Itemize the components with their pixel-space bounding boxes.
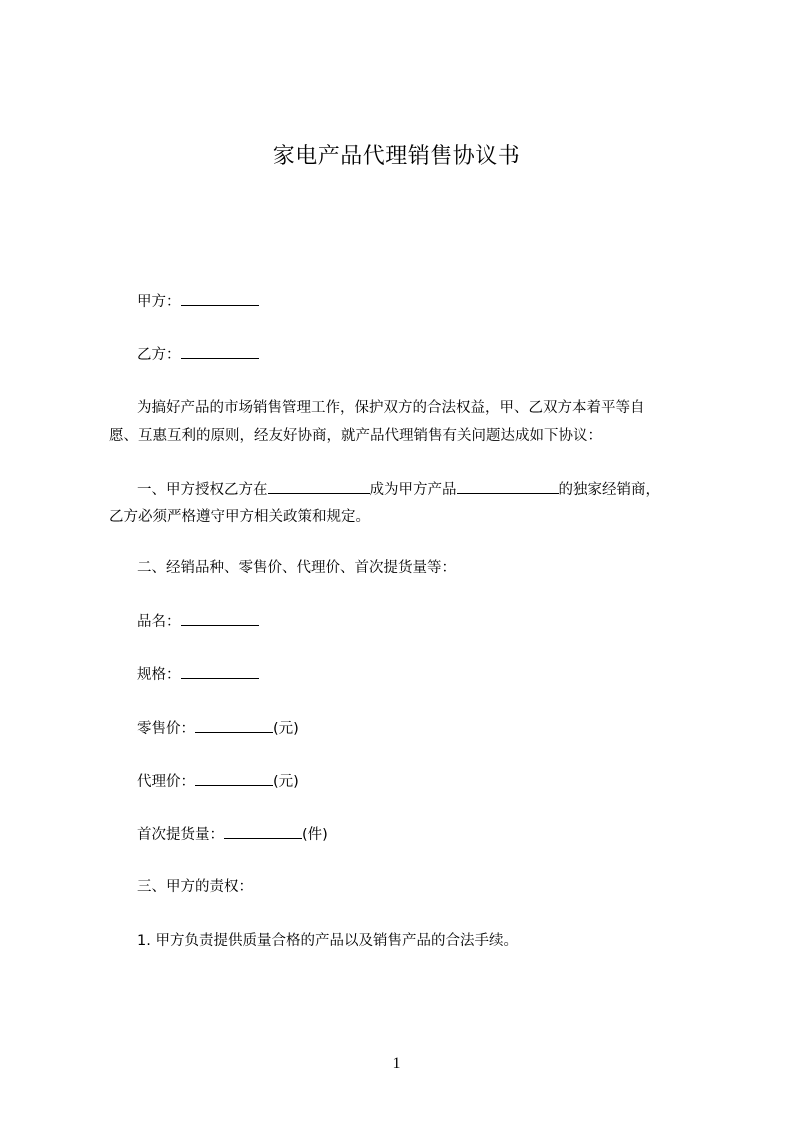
spec-line	[137, 664, 259, 685]
party-b-line	[137, 344, 259, 365]
agent-price-blank	[195, 771, 273, 786]
product-name-label: 品名：	[137, 614, 181, 630]
preamble-line-2: 愿、互惠互利的原则，经友好协商，就产品代理销售有关问题达成如下协议：	[109, 428, 602, 444]
section-3-item-1: 1. 甲方负责提供质量合格的产品以及销售产品的合法手续。	[137, 933, 518, 949]
clause-1-part-3: 的独家经销商，	[558, 482, 660, 498]
spec-label: 规格：	[137, 667, 181, 683]
product-name-line	[137, 611, 259, 632]
clause-1-line-2: 乙方必须严格遵守甲方相关政策和规定。	[109, 509, 370, 525]
agent-price-line	[137, 771, 299, 792]
spec-blank	[181, 664, 259, 679]
clause-1-part-2: 成为甲方产品	[369, 482, 457, 498]
page-number: 1	[392, 1055, 401, 1072]
agent-price-unit: (元)	[273, 774, 299, 790]
party-b-label: 乙方：	[137, 347, 181, 363]
clause-1-line-1	[137, 479, 660, 500]
product-name-blank	[181, 611, 259, 626]
retail-price-unit: (元)	[273, 721, 299, 737]
clause-1-part-1: 一、甲方授权乙方在	[137, 482, 268, 498]
clause-1-product-blank	[457, 479, 559, 494]
preamble-line-1: 为搞好产品的市场销售管理工作，保护双方的合法权益，甲、乙双方本着平等自	[137, 400, 645, 416]
document-title: 家电产品代理销售协议书	[272, 144, 521, 169]
first-order-blank	[224, 824, 302, 839]
section-3-heading: 三、甲方的责权：	[137, 879, 253, 895]
retail-price-blank	[195, 718, 273, 733]
party-a-label: 甲方：	[137, 294, 181, 310]
retail-price-label: 零售价：	[137, 721, 195, 737]
clause-1-region-blank	[268, 479, 370, 494]
agent-price-label: 代理价：	[137, 774, 195, 790]
party-a-line	[137, 291, 259, 312]
first-order-label: 首次提货量：	[137, 827, 224, 843]
first-order-line	[137, 824, 328, 845]
retail-price-line	[137, 718, 299, 739]
first-order-unit: (件)	[302, 827, 328, 843]
party-a-blank	[181, 291, 259, 306]
party-b-blank	[181, 344, 259, 359]
section-2-heading: 二、经销品种、零售价、代理价、首次提货量等：	[137, 560, 456, 576]
